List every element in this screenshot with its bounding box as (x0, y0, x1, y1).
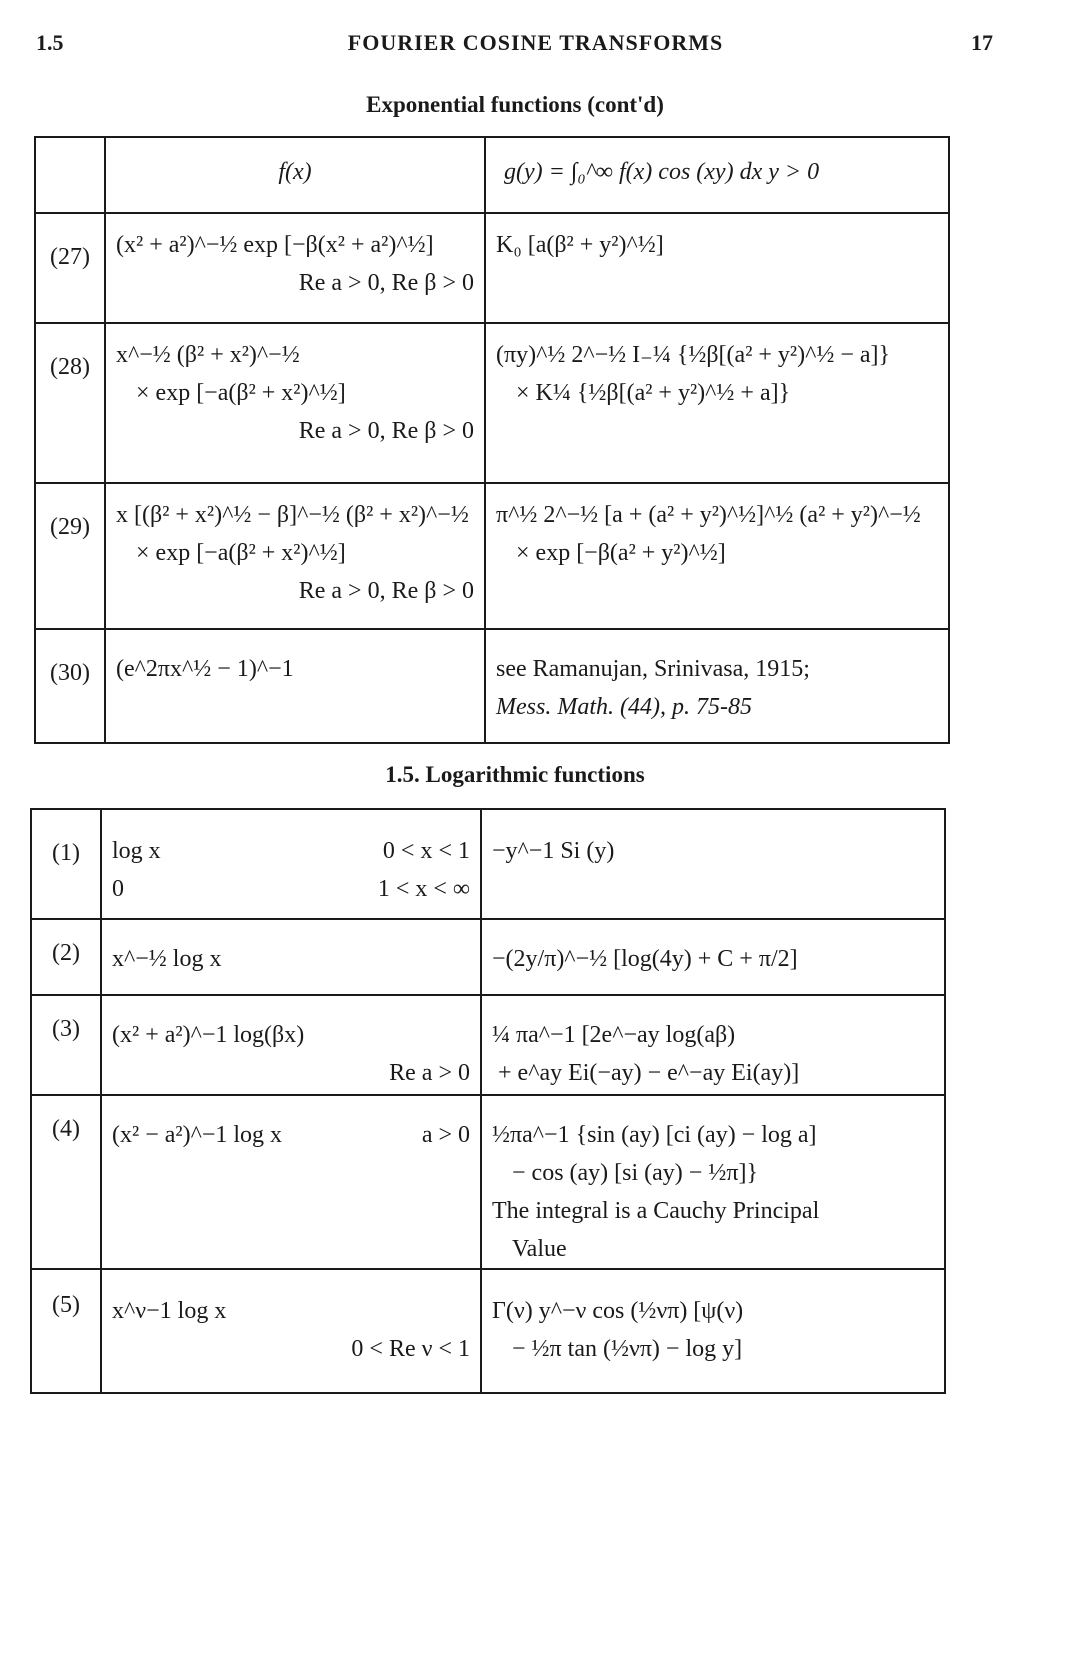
row-number: (27) (35, 213, 105, 323)
section-number: 1.5 (36, 30, 64, 55)
page-number: 17 (971, 30, 993, 55)
table-row (31, 919, 945, 995)
g-reference: Mess. Math. (44), p. 75-85 (496, 694, 752, 720)
f-cell (101, 809, 481, 919)
g-expression: − cos (ay) [si (ay) − ½π]} (512, 1160, 758, 1186)
row-number: (3) (31, 995, 101, 1095)
f-expression: x^ν−1 log x (112, 1298, 227, 1324)
f-condition: a > 0 (421, 1122, 470, 1148)
f-condition: Re a > 0, Re β > 0 (298, 418, 474, 444)
f-line (102, 940, 480, 978)
page-title: FOURIER COSINE TRANSFORMS (347, 30, 724, 55)
f-condition: 0 < Re ν < 1 (351, 1336, 470, 1362)
header-num-cell (35, 137, 105, 213)
table-row (35, 629, 949, 743)
g-expression: −y^−1 Si (y) (492, 838, 615, 864)
g-cell (485, 213, 949, 323)
f-line (102, 870, 480, 908)
g-expression: ½πa^−1 {sin (ay) [ci (ay) − log a] (492, 1122, 817, 1148)
f-expression: × exp [−a(β² + x²)^½] (136, 540, 346, 566)
f-expression: log x (112, 838, 161, 864)
g-cell (481, 995, 945, 1095)
f-expression: (x² − a²)^−1 log x (112, 1122, 283, 1148)
f-line (102, 832, 480, 870)
g-note: The integral is a Cauchy Principal (492, 1198, 820, 1224)
g-expression: × K¼ {½β[(a² + y²)^½ + a]} (516, 380, 791, 406)
f-expression: (x² + a²)^−1 log(βx) (112, 1022, 305, 1048)
g-note: Value (512, 1236, 567, 1262)
f-expression: 0 (112, 876, 124, 902)
f-cell (101, 995, 481, 1095)
exponential-caption: Exponential functions (cont'd) (366, 92, 664, 117)
g-cell (481, 809, 945, 919)
f-expression: x [(β² + x²)^½ − β]^−½ (β² + x²)^−½ (116, 502, 469, 528)
row-number: (29) (35, 483, 105, 629)
f-condition: Re a > 0 (389, 1060, 470, 1086)
f-condition: 0 < x < 1 (382, 838, 470, 864)
table-row (35, 483, 949, 629)
row-number: (28) (35, 323, 105, 483)
g-expression: π^½ 2^−½ [a + (a² + y²)^½]^½ (a² + y²)^−½ (496, 502, 921, 528)
table-header-row (35, 137, 949, 213)
g-cell (481, 1095, 945, 1269)
f-expression: × exp [−a(β² + x²)^½] (136, 380, 346, 406)
f-cell (101, 919, 481, 995)
table-row (35, 213, 949, 323)
f-cell (101, 1269, 481, 1393)
f-line (102, 1292, 480, 1330)
column-header-g: g(y) = ∫₀^∞ f(x) cos (xy) dx y > 0 (485, 137, 949, 213)
row-number: (5) (31, 1269, 101, 1393)
exponential-table (34, 136, 950, 744)
table-row (31, 1095, 945, 1269)
g-cell (485, 483, 949, 629)
g-cell (485, 629, 949, 743)
g-expression: K₀ [a(β² + y²)^½] (496, 232, 664, 258)
f-condition: Re a > 0, Re β > 0 (298, 578, 474, 604)
table-row (35, 323, 949, 483)
f-line (102, 1016, 480, 1054)
f-condition: Re a > 0, Re β > 0 (298, 270, 474, 296)
page-header (0, 26, 1071, 66)
row-number: (1) (31, 809, 101, 919)
f-expression: x^−½ (β² + x²)^−½ (116, 342, 300, 368)
logarithmic-table (30, 808, 946, 1394)
g-expression: − ½π tan (½νπ) − log y] (512, 1336, 743, 1362)
f-line (102, 1330, 480, 1368)
logarithmic-caption: 1.5. Logarithmic functions (385, 762, 645, 787)
table-row (31, 809, 945, 919)
f-line (102, 1054, 480, 1092)
g-reference: see Ramanujan, Srinivasa, 1915; (496, 656, 810, 682)
row-number: (30) (35, 629, 105, 743)
f-cell (105, 323, 485, 483)
g-expression: −(2y/π)^−½ [log(4y) + C + π/2] (492, 946, 798, 972)
column-header-f: f(x) (105, 137, 485, 213)
g-expression: ¼ πa^−1 [2e^−ay log(aβ) (492, 1022, 736, 1048)
table-row (31, 1269, 945, 1393)
f-cell (105, 213, 485, 323)
f-expression: x^−½ log x (112, 946, 222, 972)
g-cell (485, 323, 949, 483)
g-cell (481, 919, 945, 995)
f-expression: (x² + a²)^−½ exp [−β(x² + a²)^½] (116, 232, 434, 258)
f-cell (105, 483, 485, 629)
g-expression: × exp [−β(a² + y²)^½] (516, 540, 726, 566)
row-number: (2) (31, 919, 101, 995)
g-expression: (πy)^½ 2^−½ I₋¼ {½β[(a² + y²)^½ − a]} (496, 342, 891, 368)
f-cell (101, 1095, 481, 1269)
table-row (31, 995, 945, 1095)
row-number: (4) (31, 1095, 101, 1269)
f-expression: (e^2πx^½ − 1)^−1 (116, 656, 294, 682)
g-cell (481, 1269, 945, 1393)
g-expression: Γ(ν) y^−ν cos (½νπ) [ψ(ν) (492, 1298, 744, 1324)
f-condition: 1 < x < ∞ (377, 876, 470, 902)
f-cell (105, 629, 485, 743)
g-expression: + e^ay Ei(−ay) − e^−ay Ei(ay)] (498, 1060, 800, 1086)
f-line (102, 1116, 480, 1154)
